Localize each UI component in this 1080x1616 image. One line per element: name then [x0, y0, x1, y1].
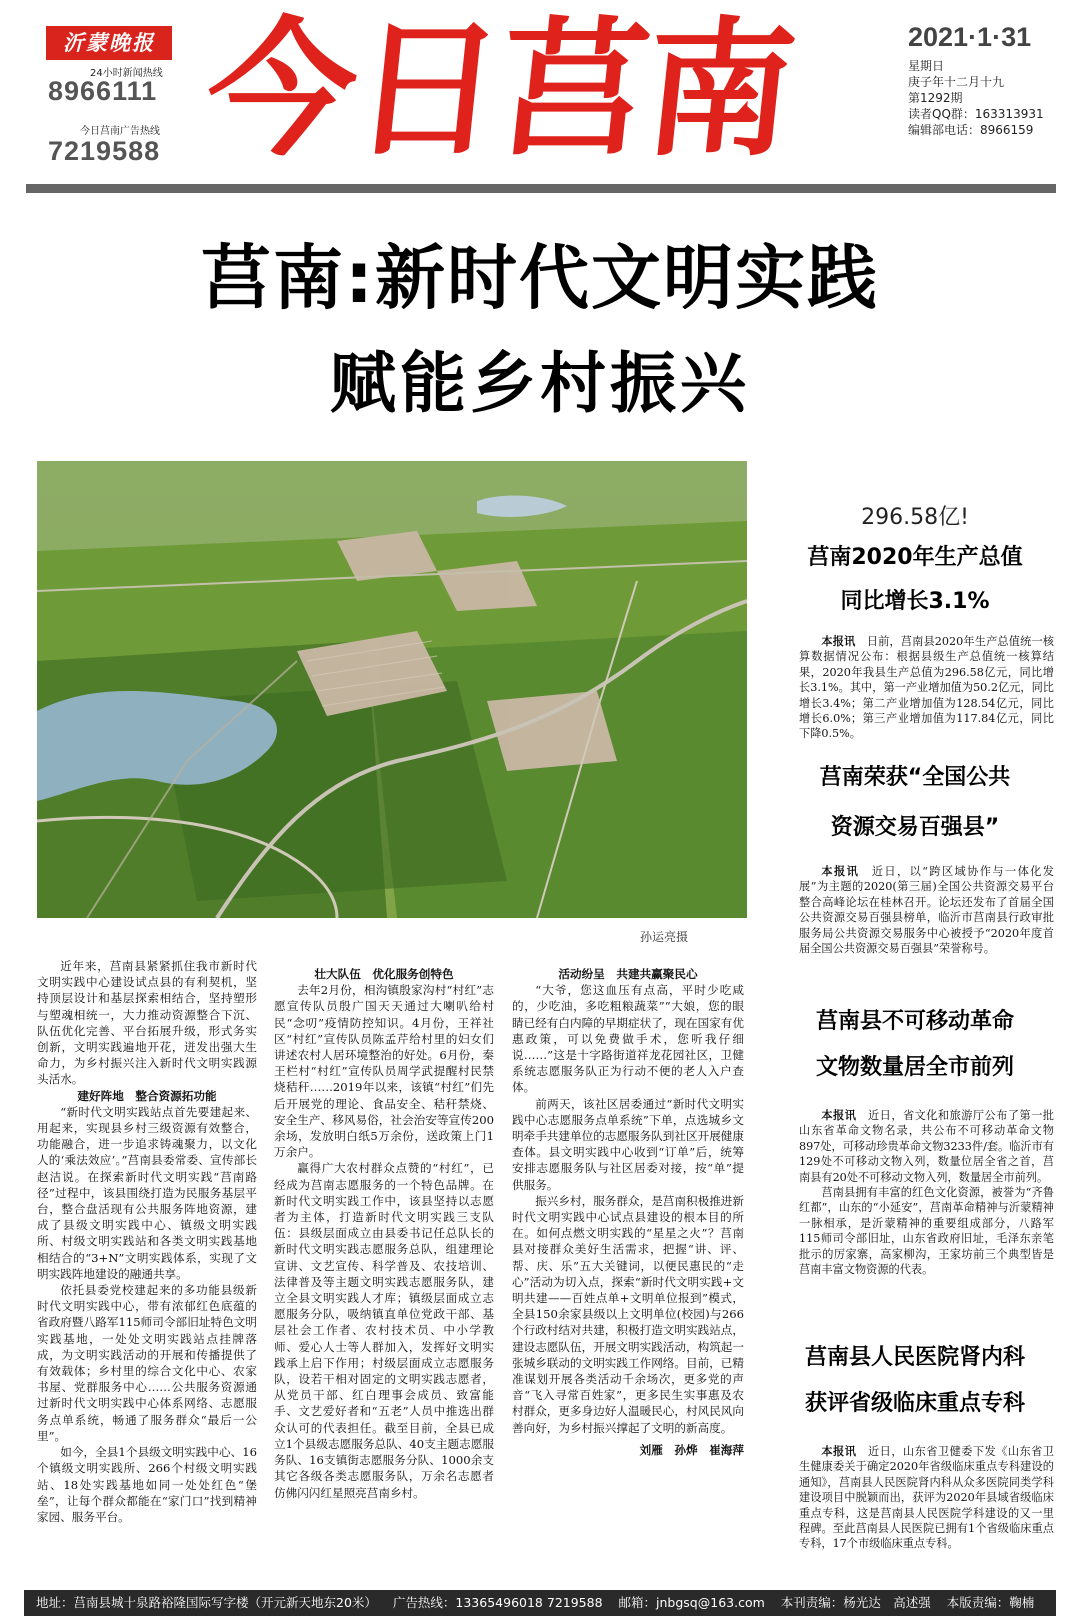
hospital-headline-line2: 获评省级临床重点专科: [804, 1391, 1025, 1416]
footer-bar: [24, 1590, 1056, 1616]
weekday: 星期日: [908, 59, 945, 73]
issue-info: [908, 58, 1058, 138]
footer-address: 地址：莒南县城十泉路裕隆国际写字楼（开元新天地东20米）: [36, 1595, 377, 1610]
article-paragraph: 去年2月份，相沟镇殷家沟村“村红”志愿宣传队员殷广国天天通过大喇叭给村民“念叨”疫情防控知识。4月份，王祥社区“村红”宣传队员陈孟芹给村里的妇女们讲述农村人居环境整治的好处。6月份，秦王栏村“村红”宣传队员周学武提醒村民禁烧秸秆……2019年以来，该镇“村红”们先后开展党的理论、食品安全、秸秆禁烧、安全生产、移风易俗，社会治安等宣传200余场，发放明白纸5万余份，送政策上门1万余户。: [274, 983, 494, 1160]
relics-headline-line2: 文物数量居全市前列: [815, 1055, 1014, 1080]
story-body: 近日，以“跨区域协作与一体化发展”为主题的2020(第三届)全国公共资源交易平台整合高峰论坛在桂林召开。论坛还发布了首届全国公共资源交易百强县榜单，临沂市莒南县行政审批服务局公共资源交易服务中心被授予“2020年度首届全国公共资源交易百强县”荣誉称号。: [799, 865, 1054, 956]
relics-story: [799, 1108, 1054, 1320]
article-paragraph: “大爷，您这血压有点高，平时少吃咸的，少吃油，多吃粗粮蔬菜”“大娘，您的眼睛已经有白内障的早期症状了，现在国家有优惠政策，可以免费做手术，您听我仔细说……”这是十字路街道祥龙花园社区，卫健系统志愿服务队正为行动不便的老人入户查体。: [512, 983, 744, 1095]
article-byline: 刘雁 孙烨 崔海萍: [639, 1442, 744, 1457]
editorial-phone: 编辑部电话：8966159: [908, 123, 1034, 137]
section-subhead-2: 壮大队伍 优化服务创特色: [314, 967, 454, 981]
footer-email: 邮箱：jnbgsq@163.com: [618, 1595, 765, 1610]
ad-hotline-number: 7219588: [48, 136, 161, 166]
hotline-label: 24小时新闻热线: [90, 68, 163, 79]
newspaper-title: 今日莒南: [198, 2, 802, 176]
resource-story: [799, 864, 1054, 976]
article-paragraph: 前两天，该社区居委通过“新时代文明实践中心志愿服务点单系统”下单，点选城乡文明牵手共建单位的志愿服务队到社区开展健康查体。县文明实践中心收到“订单”后，统筹安排志愿服务队与社区居委对接，按“单”提供服务。: [512, 1096, 744, 1192]
footer-editor: 本刊责编：杨光达 高述强: [780, 1595, 931, 1610]
section-subhead-1: 建好阵地 整合资源拓功能: [77, 1088, 217, 1103]
footer-layout-editor: 本版责编：鞠楠: [946, 1595, 1035, 1610]
section-subhead-3: 活动纷呈 共建共赢聚民心: [558, 967, 698, 981]
article-column-2: [274, 966, 494, 1583]
article-paragraph: 依托县委党校建起来的多功能县级新时代文明实践中心，带有浓郁红色底蕴的省政府暨八路军115师司令部旧址特色文明实践基地，一处处文明实践站点挂牌落成，为文明实践活动的开展和传播提供了有效载体；乡村里的综合文化中心、农家书屋、党群服务中心……公共服务资源通过新时代文明实践中心体系网络、志愿服务点单系统，畅通了服务群众“最后一公里”。: [37, 1283, 257, 1443]
resource-headline-line2: 资源交易百强县”: [830, 815, 1000, 840]
main-headline-line2: 赋能乡村振兴: [330, 345, 750, 422]
footer-ad-hotline: 广告热线：13365496018 7219588: [392, 1595, 603, 1610]
gdp-headline-line1: 莒南2020年生产总值: [807, 545, 1023, 570]
issue-date: 2021·1·31: [908, 22, 1032, 52]
article-paragraph: “新时代文明实践站点首先要建起来、用起来，实现县乡村三级资源有效整合，功能融合，进一步追求铸魂聚力，以文化人的‘乘法效应’。”莒南县委常委、宣传部长赵洁说。在探索新时代文明实践“莒南路径”过程中，该县围绕打造为民服务基层平台，整合盘活现有公共服务阵地资源，建成了县级文明实践中心、镇级文明实践所、村级文明实践站和各类文明实践基地相结合的“3+N”文明实践体系，实现了文明实践阵地建设的融通共享。: [37, 1104, 257, 1281]
gdp-kicker: 296.58亿!: [861, 505, 969, 530]
relics-headline-line1: 莒南县不可移动革命: [815, 1009, 1014, 1034]
story-body-2: 莒南县拥有丰富的红色文化资源，被誉为“齐鲁红都”，山东的“小延安”，莒南革命精神与沂蒙精神一脉相承，是沂蒙精神的重要组成部分，八路军115师司令部旧址，山东省政府旧址，毛泽东亲笔批示的厉家寨，高家柳沟，王家坊前三个典型皆是莒南丰富文物资源的代表。: [799, 1186, 1054, 1277]
story-body: 近日，山东省卫健委下发《山东省卫生健康委关于确定2020年省级临床重点专科建设的通知》，莒南县人民医院肾内科从众多医院同类学科建设项目中脱颖而出，获评为2020年县域省级临床重点专科，这是莒南县人民医院学科建设的又一里程碑。至此莒南县人民医院已拥有1个省级临床重点专科，17个市级临床重点专科。: [799, 1445, 1054, 1551]
article-paragraph: 如今，全县1个县级文明实践中心、16个镇级文明实践所、266个村级文明实践站、18处实践基地如同一处处红色“堡垒”，让每个群众都能在“家门口”找到精神家园、服务平台。: [37, 1445, 257, 1524]
issue-number: 第1292期: [908, 91, 963, 105]
story-lead: 本报讯: [821, 1109, 857, 1122]
article-column-1: [37, 958, 257, 1583]
hospital-headline-line1: 莒南县人民医院肾内科: [804, 1345, 1025, 1370]
article-intro: 近年来，莒南县紧紧抓住我市新时代文明实践中心建设试点县的有利契机，坚持顶层设计和基层探索相结合，坚持塑形与塑魂相统一，大力推动资源整合下沉、队伍优化完善、平台拓展升级，形式务实创新，文明实践遍地开花，迸发出强大生命力，为乡村振兴注入新时代文明实践源头活水。: [37, 959, 257, 1087]
story-lead: 本报讯: [821, 635, 856, 648]
hotline-number: 8966111: [48, 76, 158, 106]
story-lead: 本报讯: [821, 1445, 857, 1458]
story-lead: 本报讯: [821, 865, 860, 878]
story-body: 近日，省文化和旅游厅公布了第一批山东省革命文物名录，共公布不可移动革命文物897处，可移动珍贵革命文物3233件/套。临沂市有129处不可移动文物入列，数量位居全省之首，莒南县有20处不可移动文物入列，数量居全市前列。: [799, 1109, 1054, 1184]
gdp-headline-line2: 同比增长3.1%: [840, 589, 990, 614]
aerial-village-photo: [37, 461, 747, 918]
photo-credit: 孙运亮摄: [640, 930, 689, 944]
gdp-story: [799, 634, 1054, 744]
masthead-rule: [26, 184, 1056, 193]
article-paragraph: 赢得广大农村群众点赞的“村红”，已经成为莒南志愿服务的一个特色品牌。在新时代文明实践工作中，该县坚持以志愿者为主体，打造新时代文明实践三支队伍：县级层面成立由县委书记任总队长的新时代文明实践志愿服务总队，组建理论宣讲、文艺宣传、科学普及、农技培训、法律普及等主题文明实践志愿服务队，建立全县文明实践人才库；镇级层面成立志愿服务分队，吸纳镇直单位党政干部、基层社会工作者、农村技术员、中小学教师、爱心人士等人群加入，发挥好文明实践承上启下作用；村级层面成立志愿服务队，设若干相对固定的文明实践志愿者，从党员干部、红白理事会成员、致富能手、文艺爱好者和“五老”人员中推选出群众认可的代表担任。截至目前，全县已成立1个县级志愿服务总队、40支主题志愿服务队、16支镇街志愿服务分队、1000余支其它各级各类志愿服务队，万余名志愿者仿佛闪闪红星照亮莒南乡村。: [274, 1161, 494, 1500]
sister-paper-logo: 沂蒙晚报: [46, 26, 172, 60]
lunar-date: 庚子年十二月十九: [908, 75, 1005, 89]
article-column-3: [512, 966, 744, 1583]
reader-qq: 读者QQ群：163313931: [908, 107, 1044, 121]
ad-hotline-label: 今日莒南广告热线: [80, 126, 160, 137]
story-body: 日前，莒南县2020年生产总值统一核算数据情况公布：根据县级生产总值统一核算结果，2020年我县生产总值为296.58亿元，同比增长3.1%。其中，第一产业增加值为50.2亿元，同比增长3.4%；第二产业增加值为128.54亿元，同比增长6.0%；第三产业增加值为117.84亿元，同比下降0.5%。: [799, 635, 1054, 741]
resource-headline-line1: 莒南荣获“全国公共: [819, 765, 1011, 790]
main-headline-line1: 莒南:新时代文明实践: [201, 237, 879, 319]
article-paragraph: 振兴乡村，服务群众，是莒南积极推进新时代文明实践中心试点县建设的根本目的所在。如何点燃文明实践的“星星之火”？莒南县对接群众美好生活需求，把握“讲、评、帮、庆、乐”五大关键词，以便民惠民的“走心”活动为切入点，探索“新时代文明实践+文明共建——百姓点单+文明单位报到”模式，全县150余家县级以上文明单位(校园)与266个行政村结对共建，积极打造文明实践站点，建设志愿队伍，开展文明实践活动，构筑起一张城乡联动的文明实践工作网络。目前，已精准谋划开展各类活动千余场次，更多党的声音“飞入寻常百姓家”，更多民生实事惠及农村群众，更多身边好人温暖民心，村风民风向善向好，为乡村振兴撑起了文明的新高度。: [512, 1193, 744, 1435]
hospital-story: [799, 1444, 1054, 1584]
